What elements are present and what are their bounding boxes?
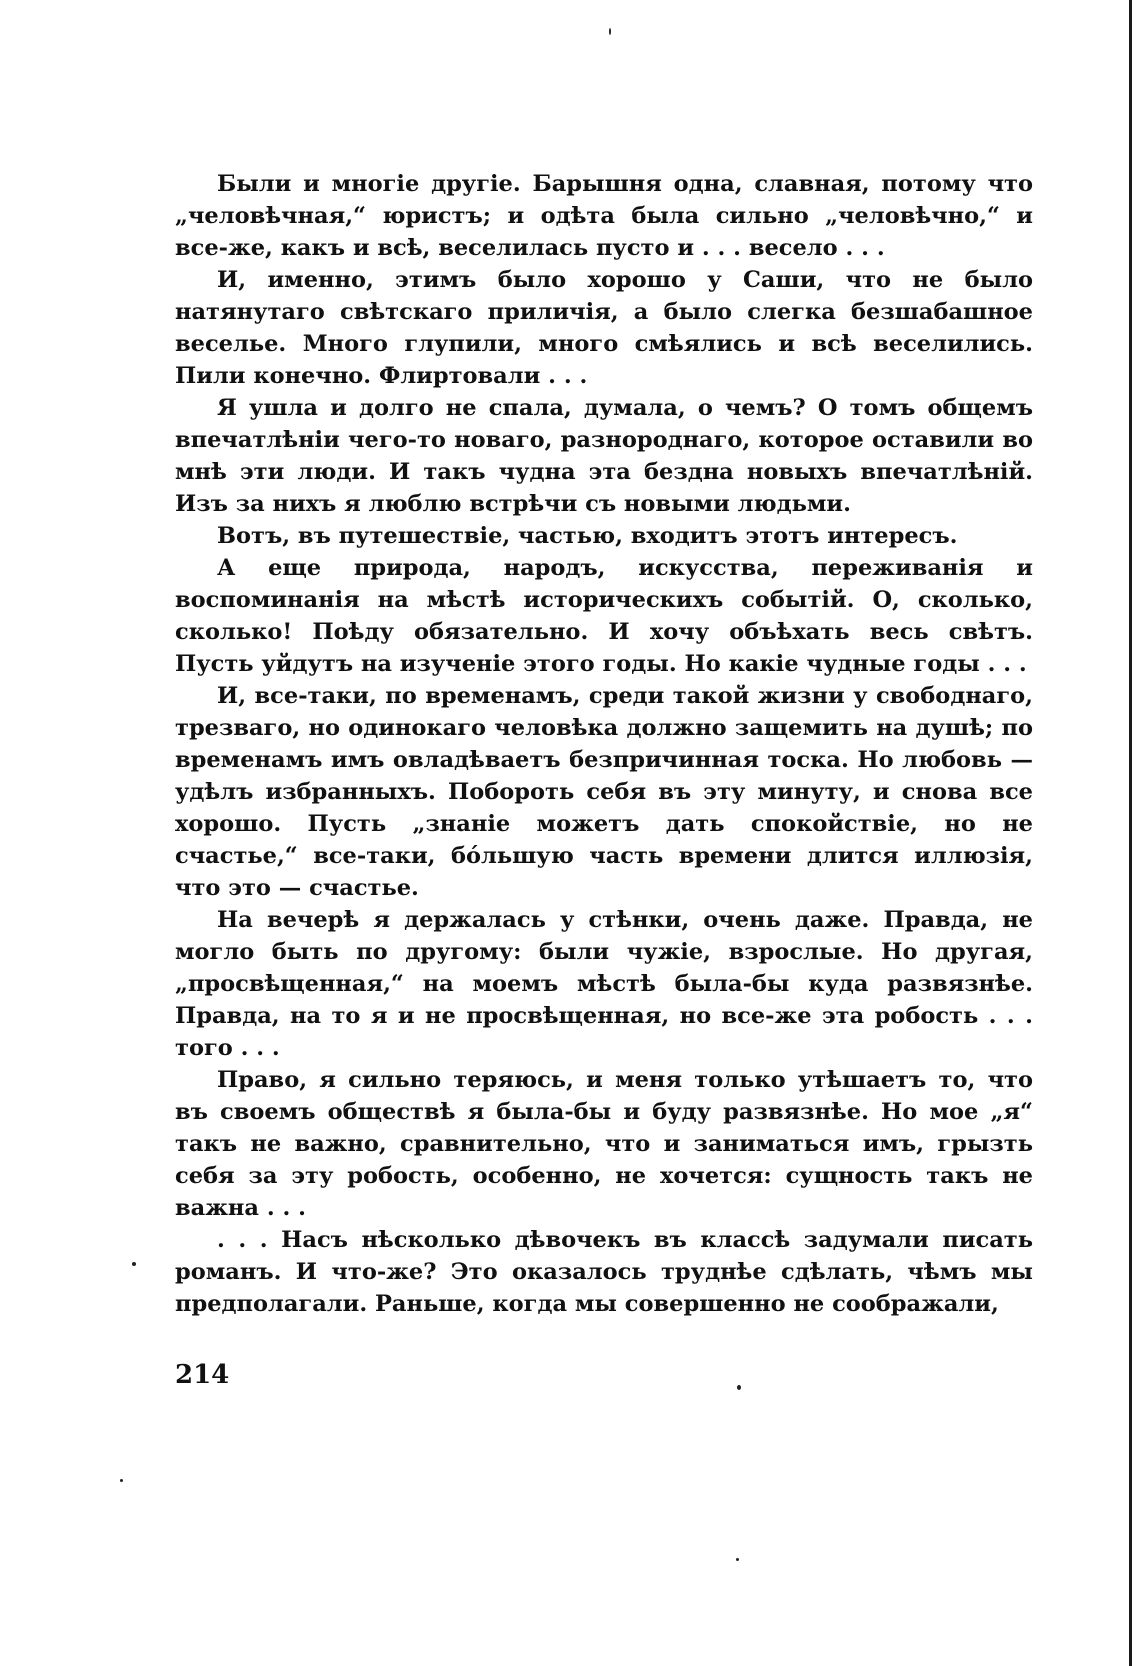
ink-speck xyxy=(120,1479,123,1482)
paragraph: Я ушла и долго не спала, думала, о чемъ? О томъ общемъ впечатлѣніи чего-то новаго, разнороднаго, которое оставили во мнѣ эти люди. И такъ чудна эта бездна новыхъ впечатлѣній. Изъ за нихъ я люблю встрѣчи съ новыми людьми. xyxy=(175,395,1033,517)
ink-speck xyxy=(132,1262,136,1266)
ink-speck xyxy=(736,1558,739,1561)
paragraph: . . . Насъ нѣсколько дѣвочекъ въ классѣ задумали писать романъ. И что-же? Это оказалось труднѣе сдѣлать, чѣмъ мы предполагали. Раньше, когда мы совершенно не соображали, xyxy=(175,1227,1033,1317)
paragraph: И, именно, этимъ было хорошо у Саши, что не было натянутаго свѣтскаго приличія, а было слегка безшабашное веселье. Много глупили, много смѣялись и всѣ веселились. Пили конечно. Флиртовали . . . xyxy=(175,267,1033,389)
scan-edge-line xyxy=(1129,0,1132,1666)
paragraph: Право, я сильно теряюсь, и меня только утѣшаетъ то, что въ своемъ обществѣ я была-бы и буду развязнѣе. Но мое „я“ такъ не важно, сравнительно, что и заниматься имъ, грызть себя за эту робость, особенно, не хочется: сущность такъ не важна . . . xyxy=(175,1067,1033,1221)
paragraph: Были и многіе другіе. Барышня одна, славная, потому что „человѣчная,“ юристъ; и одѣта была сильно „человѣчно,“ и все-же, какъ и всѣ, веселилась пусто и . . . весело . . . xyxy=(175,171,1033,261)
page-number: 214 xyxy=(175,1360,230,1390)
paragraph: На вечерѣ я держалась у стѣнки, очень даже. Правда, не могло быть по другому: были чужіе, взрослые. Но другая, „просвѣщенная,“ на моемъ мѣстѣ была-бы куда развязнѣе. Правда, на то я и не просвѣщенная, но все-же эта робость . . . того . . . xyxy=(175,907,1033,1061)
body-text xyxy=(175,168,1033,1320)
ink-speck xyxy=(609,28,611,35)
paragraph: Вотъ, въ путешествіе, частью, входитъ этотъ интересъ. xyxy=(217,523,958,549)
paragraph: И, все-таки, по временамъ, среди такой жизни у свободнаго, трезваго, но одинокаго человѣка должно защемить на душѣ; по временамъ имъ овладѣваетъ безпричинная тоска. Но любовь — удѣлъ избранныхъ. Побороть себя въ эту минуту, и снова все хорошо. Пусть „знаніе можетъ дать спокойствіе, но не счастье,“ все-таки, бóльшую часть времени длится иллюзія, что это — счастье. xyxy=(175,683,1033,901)
ink-speck xyxy=(737,1385,741,1390)
paragraph: А еще природа, народъ, искусства, переживанія и воспоминанія на мѣстѣ историческихъ событій. О, сколько, сколько! Поѣду обязательно. И хочу объѣхать весь свѣтъ. Пусть уйдутъ на изученіе этого годы. Но какіе чудные годы . . . xyxy=(175,555,1033,677)
